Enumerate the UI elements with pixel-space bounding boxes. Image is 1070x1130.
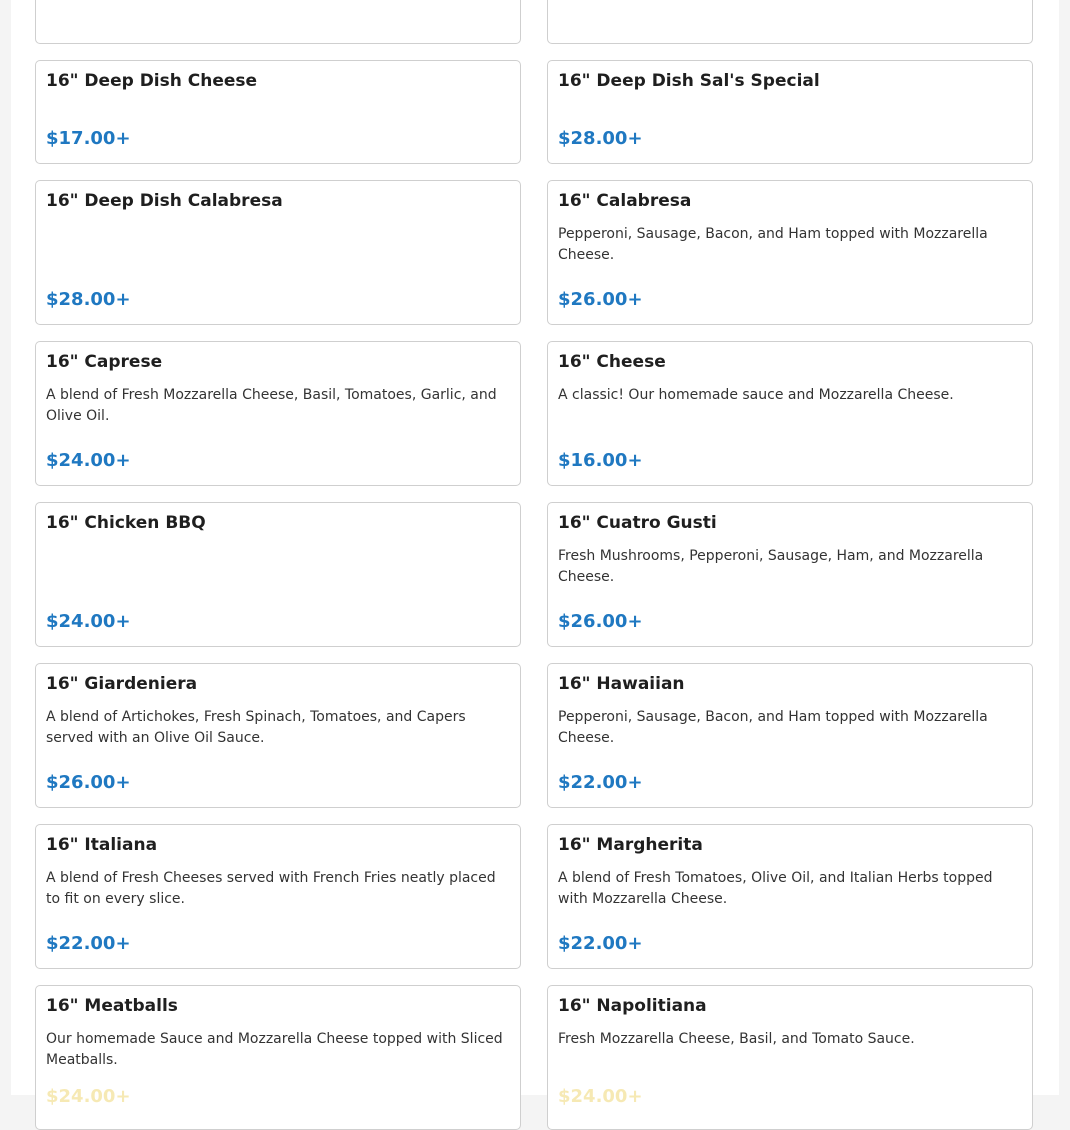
item-price: $28.00+ — [46, 289, 131, 310]
item-price: $26.00+ — [46, 772, 131, 793]
menu-item-card[interactable] — [35, 663, 521, 808]
item-title: 16" Deep Dish Calabresa — [46, 191, 283, 211]
menu-item-card[interactable] — [35, 824, 521, 969]
item-description: A blend of Fresh Mozzarella Cheese, Basil, Tomatoes, Garlic, and Olive Oil. — [46, 387, 497, 424]
menu-item-card[interactable] — [547, 180, 1033, 325]
item-price: $16.00+ — [558, 450, 643, 471]
item-price: $28.00+ — [558, 128, 643, 149]
menu-item-card[interactable] — [547, 0, 1033, 44]
menu-item-card[interactable] — [547, 341, 1033, 486]
item-price: $24.00+ — [558, 1086, 643, 1107]
menu-item-card[interactable] — [35, 0, 521, 44]
item-price: $26.00+ — [558, 289, 643, 310]
menu-item-card[interactable] — [35, 180, 521, 325]
menu-item-card[interactable] — [547, 663, 1033, 808]
menu-item-card[interactable] — [35, 502, 521, 647]
menu-item-card[interactable] — [35, 985, 521, 1130]
item-price: $17.00+ — [46, 128, 131, 149]
menu-item-card[interactable] — [547, 502, 1033, 647]
item-description: Our homemade Sauce and Mozzarella Cheese topped with Sliced Meatballs. — [46, 1031, 503, 1068]
item-price: $26.00+ — [558, 611, 643, 632]
menu-page — [11, 0, 1059, 1107]
item-description: A classic! Our homemade sauce and Mozzarella Cheese. — [558, 387, 954, 403]
item-title: 16" Giardeniera — [46, 674, 198, 694]
item-price: $22.00+ — [46, 933, 131, 954]
item-title: 16" Meatballs — [46, 996, 178, 1016]
item-description: A blend of Fresh Cheeses served with French Fries neatly placed to fit on every slice. — [46, 870, 496, 907]
item-title: 16" Deep Dish Cheese — [46, 71, 258, 91]
item-title: 16" Napolitiana — [558, 996, 707, 1016]
item-title: 16" Margherita — [558, 835, 703, 855]
item-title: 16" Cuatro Gusti — [558, 513, 717, 533]
item-title: 16" Cheese — [558, 352, 666, 372]
item-title: 16" Caprese — [46, 352, 163, 372]
menu-item-card[interactable] — [35, 60, 521, 164]
menu-item-card[interactable] — [35, 341, 521, 486]
menu-item-card[interactable] — [547, 985, 1033, 1130]
item-description: Fresh Mozzarella Cheese, Basil, and Tomato Sauce. — [558, 1031, 915, 1047]
item-price: $22.00+ — [558, 772, 643, 793]
item-description: A blend of Artichokes, Fresh Spinach, Tomatoes, and Capers served with an Olive Oil Sauce. — [46, 709, 466, 746]
item-title: 16" Italiana — [46, 835, 158, 855]
item-title: 16" Chicken BBQ — [46, 513, 206, 533]
item-price: $24.00+ — [46, 1086, 131, 1107]
item-description: Pepperoni, Sausage, Bacon, and Ham topped with Mozzarella Cheese. — [558, 709, 988, 746]
item-price: $24.00+ — [46, 450, 131, 471]
item-price: $24.00+ — [46, 611, 131, 632]
item-title: 16" Deep Dish Sal's Special — [558, 71, 820, 91]
item-title: 16" Calabresa — [558, 191, 692, 211]
item-title: 16" Hawaiian — [558, 674, 685, 694]
menu-item-card[interactable] — [547, 60, 1033, 164]
item-description: Fresh Mushrooms, Pepperoni, Sausage, Ham, and Mozzarella Cheese. — [558, 548, 984, 585]
item-price: $22.00+ — [558, 933, 643, 954]
menu-item-card[interactable] — [547, 824, 1033, 969]
item-description: Pepperoni, Sausage, Bacon, and Ham topped with Mozzarella Cheese. — [558, 226, 988, 263]
item-description: A blend of Fresh Tomatoes, Olive Oil, and Italian Herbs topped with Mozzarella Cheese. — [558, 870, 993, 907]
